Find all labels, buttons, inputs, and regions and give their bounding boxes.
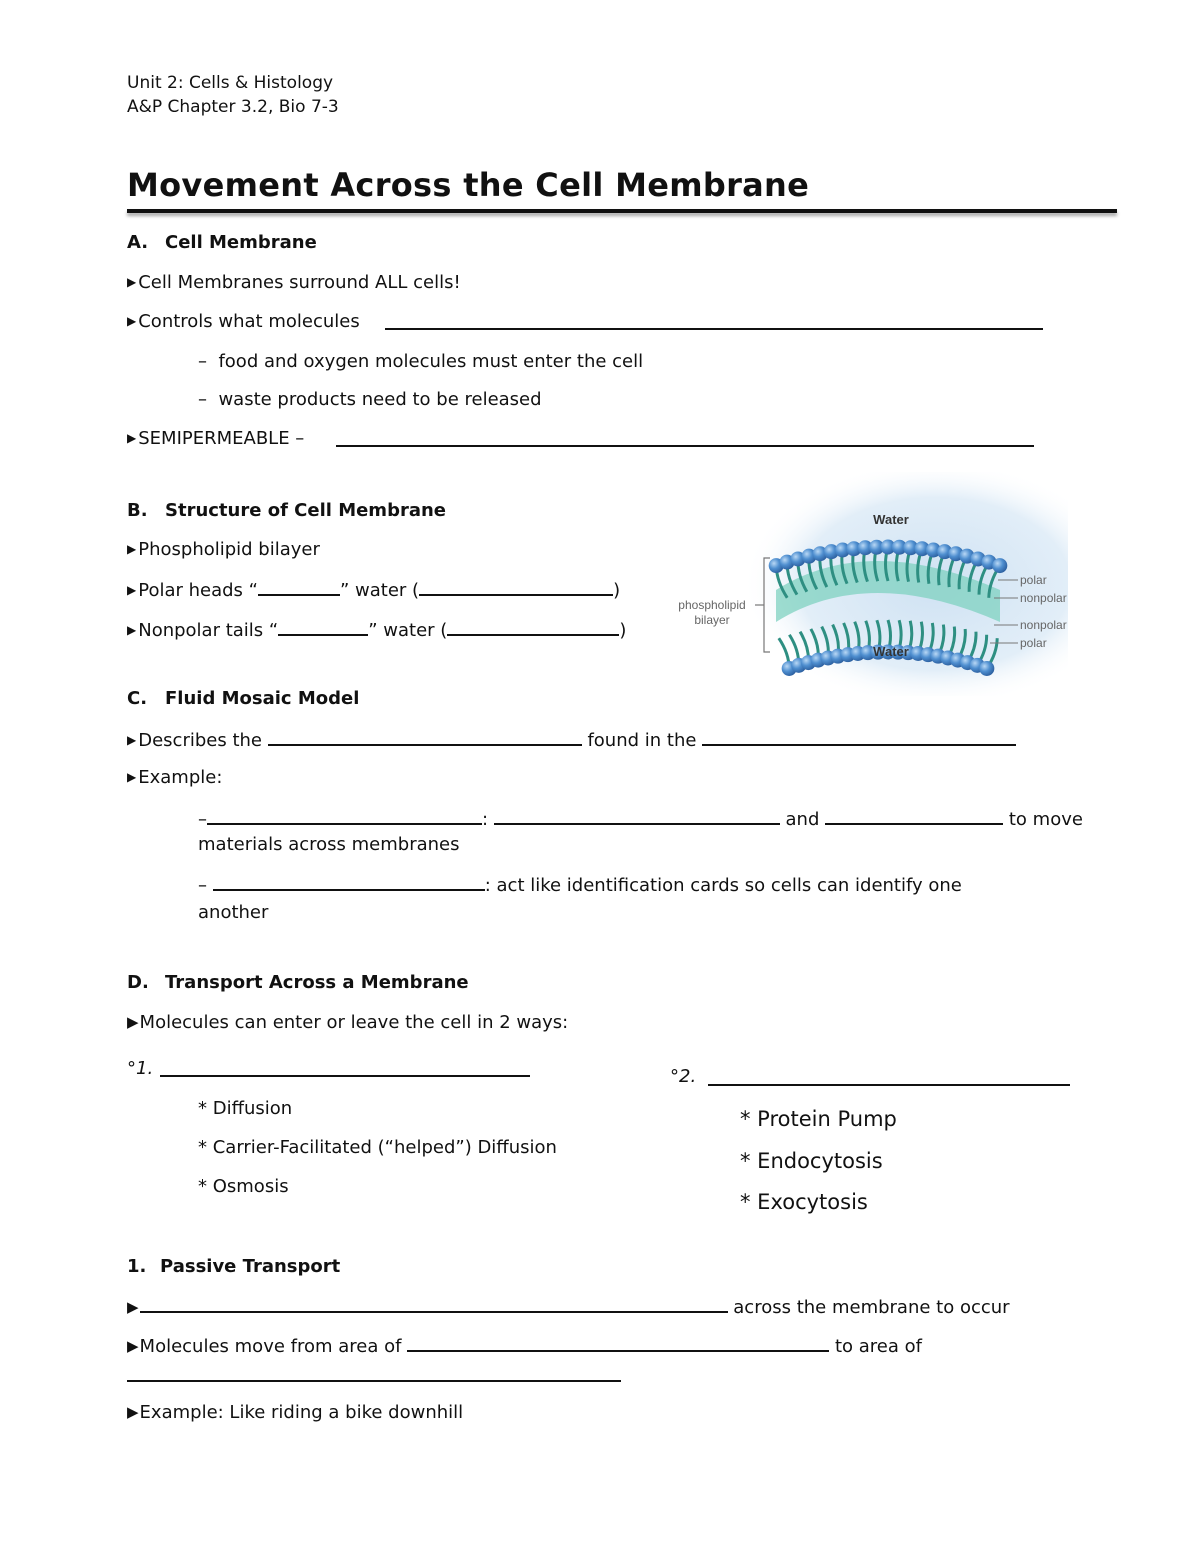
answer-blank[interactable] bbox=[140, 1295, 728, 1313]
answer-blank[interactable] bbox=[708, 1084, 1070, 1086]
polar-head bbox=[979, 661, 994, 676]
bullet-arrow-icon: ▶ bbox=[127, 431, 137, 445]
nonpolar-top-label: nonpolar bbox=[1020, 591, 1067, 605]
section-b-heading bbox=[127, 500, 446, 521]
way-1-label: °1. bbox=[127, 1058, 154, 1079]
passive-item-1: * Diffusion bbox=[198, 1098, 293, 1119]
polar-head bbox=[992, 558, 1007, 573]
bullet-arrow-icon: ▶ bbox=[127, 275, 137, 289]
bullet-arrow-icon: ▶ bbox=[127, 1337, 139, 1355]
section-c-heading bbox=[127, 688, 359, 709]
polar-top-label: polar bbox=[1020, 573, 1047, 587]
section-c-describes: ▶ Describes the found in the bbox=[127, 728, 1016, 751]
passive-line-1: ▶ across the membrane to occur bbox=[127, 1297, 1010, 1318]
section-a-title: Cell Membrane bbox=[165, 232, 317, 253]
bullet-arrow-icon: ▶ bbox=[127, 770, 137, 784]
section-d-bullet-1: ▶Molecules can enter or leave the cell in 2 ways: bbox=[127, 1012, 569, 1033]
passive-transport-heading bbox=[127, 1256, 340, 1277]
answer-blank[interactable] bbox=[278, 618, 368, 636]
section-b-title: Structure of Cell Membrane bbox=[165, 500, 446, 521]
section-b-bullet-1: ▶ Phospholipid bilayer bbox=[127, 539, 320, 560]
chapter-label: A&P Chapter 3.2, Bio 7-3 bbox=[127, 97, 339, 117]
answer-blank[interactable] bbox=[127, 1380, 621, 1382]
section-a-bullet-3: ▶ SEMIPERMEABLE – bbox=[127, 428, 305, 449]
section-a-heading bbox=[127, 232, 317, 253]
answer-blank[interactable] bbox=[160, 1075, 530, 1077]
section-c-letter: C. bbox=[127, 688, 148, 709]
active-item-3: * Exocytosis bbox=[740, 1190, 868, 1214]
section-a-sub-1: – food and oxygen molecules must enter the cell bbox=[198, 351, 644, 372]
phospholipid-bilayer-diagram bbox=[668, 472, 1068, 696]
section-d-heading bbox=[127, 972, 469, 993]
answer-blank[interactable] bbox=[825, 807, 1003, 825]
way-2-label: °2. bbox=[670, 1066, 697, 1087]
answer-blank[interactable] bbox=[258, 578, 340, 596]
title-underline bbox=[127, 209, 1117, 213]
section-c-example-1-cont: materials across membranes bbox=[198, 834, 460, 855]
section-d-title: Transport Across a Membrane bbox=[165, 972, 469, 993]
answer-blank[interactable] bbox=[268, 728, 582, 746]
section-b-nonpolar-tails: ▶ Nonpolar tails “ ” water ( ) bbox=[127, 620, 627, 641]
section-a-sub-2: – waste products need to be released bbox=[198, 389, 542, 410]
answer-blank[interactable] bbox=[385, 328, 1043, 330]
answer-blank[interactable] bbox=[419, 578, 613, 596]
section-c-example: ▶ Example: bbox=[127, 767, 223, 788]
section-a-letter: A. bbox=[127, 232, 149, 253]
active-item-2: * Endocytosis bbox=[740, 1149, 883, 1173]
bullet-arrow-icon: ▶ bbox=[127, 1013, 139, 1031]
section-c-title: Fluid Mosaic Model bbox=[165, 688, 360, 709]
section-d-letter: D. bbox=[127, 972, 149, 993]
answer-blank[interactable] bbox=[702, 728, 1016, 746]
passive-example: ▶Example: Like riding a bike downhill bbox=[127, 1402, 464, 1423]
active-item-1: * Protein Pump bbox=[740, 1107, 897, 1131]
section-c-example-1: – : and to move bbox=[198, 809, 1083, 830]
answer-blank[interactable] bbox=[213, 873, 485, 891]
bullet-arrow-icon: ▶ bbox=[127, 1298, 139, 1316]
passive-line-2: ▶Molecules move from area of to area of bbox=[127, 1336, 922, 1357]
passive-transport-title: Passive Transport bbox=[160, 1256, 341, 1277]
answer-blank[interactable] bbox=[407, 1334, 829, 1352]
section-b-polar-heads: ▶ Polar heads “ ” water ( ) bbox=[127, 580, 621, 601]
section-a-bullet-1: ▶ Cell Membranes surround ALL cells! bbox=[127, 272, 461, 293]
section-a-bullet-2: ▶ Controls what molecules bbox=[127, 311, 360, 332]
bullet-arrow-icon: ▶ bbox=[127, 583, 137, 597]
water-bottom-label: Water bbox=[873, 644, 909, 659]
bullet-arrow-icon: ▶ bbox=[127, 1403, 139, 1421]
section-c-example-2-cont: another bbox=[198, 902, 269, 923]
bullet-arrow-icon: ▶ bbox=[127, 733, 137, 747]
answer-blank[interactable] bbox=[447, 618, 619, 636]
passive-item-2: * Carrier-Facilitated (“helped”) Diffusion bbox=[198, 1137, 557, 1158]
answer-blank[interactable] bbox=[207, 807, 482, 825]
section-c-example-2: – : act like identification cards so cells can identify one bbox=[198, 875, 962, 896]
bullet-arrow-icon: ▶ bbox=[127, 314, 137, 328]
passive-transport-number: 1. bbox=[127, 1256, 147, 1277]
bilayer-label: bilayer bbox=[694, 613, 730, 627]
phospholipid-label: phospholipid bbox=[678, 598, 746, 612]
water-top-label: Water bbox=[873, 512, 909, 527]
polar-bottom-label: polar bbox=[1020, 636, 1047, 650]
page-title: Movement Across the Cell Membrane bbox=[127, 166, 810, 204]
bullet-arrow-icon: ▶ bbox=[127, 623, 137, 637]
bullet-arrow-icon: ▶ bbox=[127, 542, 137, 556]
nonpolar-bottom-label: nonpolar bbox=[1020, 618, 1067, 632]
passive-item-3: * Osmosis bbox=[198, 1176, 289, 1197]
section-b-letter: B. bbox=[127, 500, 148, 521]
unit-label: Unit 2: Cells & Histology bbox=[127, 73, 334, 93]
answer-blank[interactable] bbox=[494, 807, 780, 825]
answer-blank[interactable] bbox=[336, 445, 1034, 447]
